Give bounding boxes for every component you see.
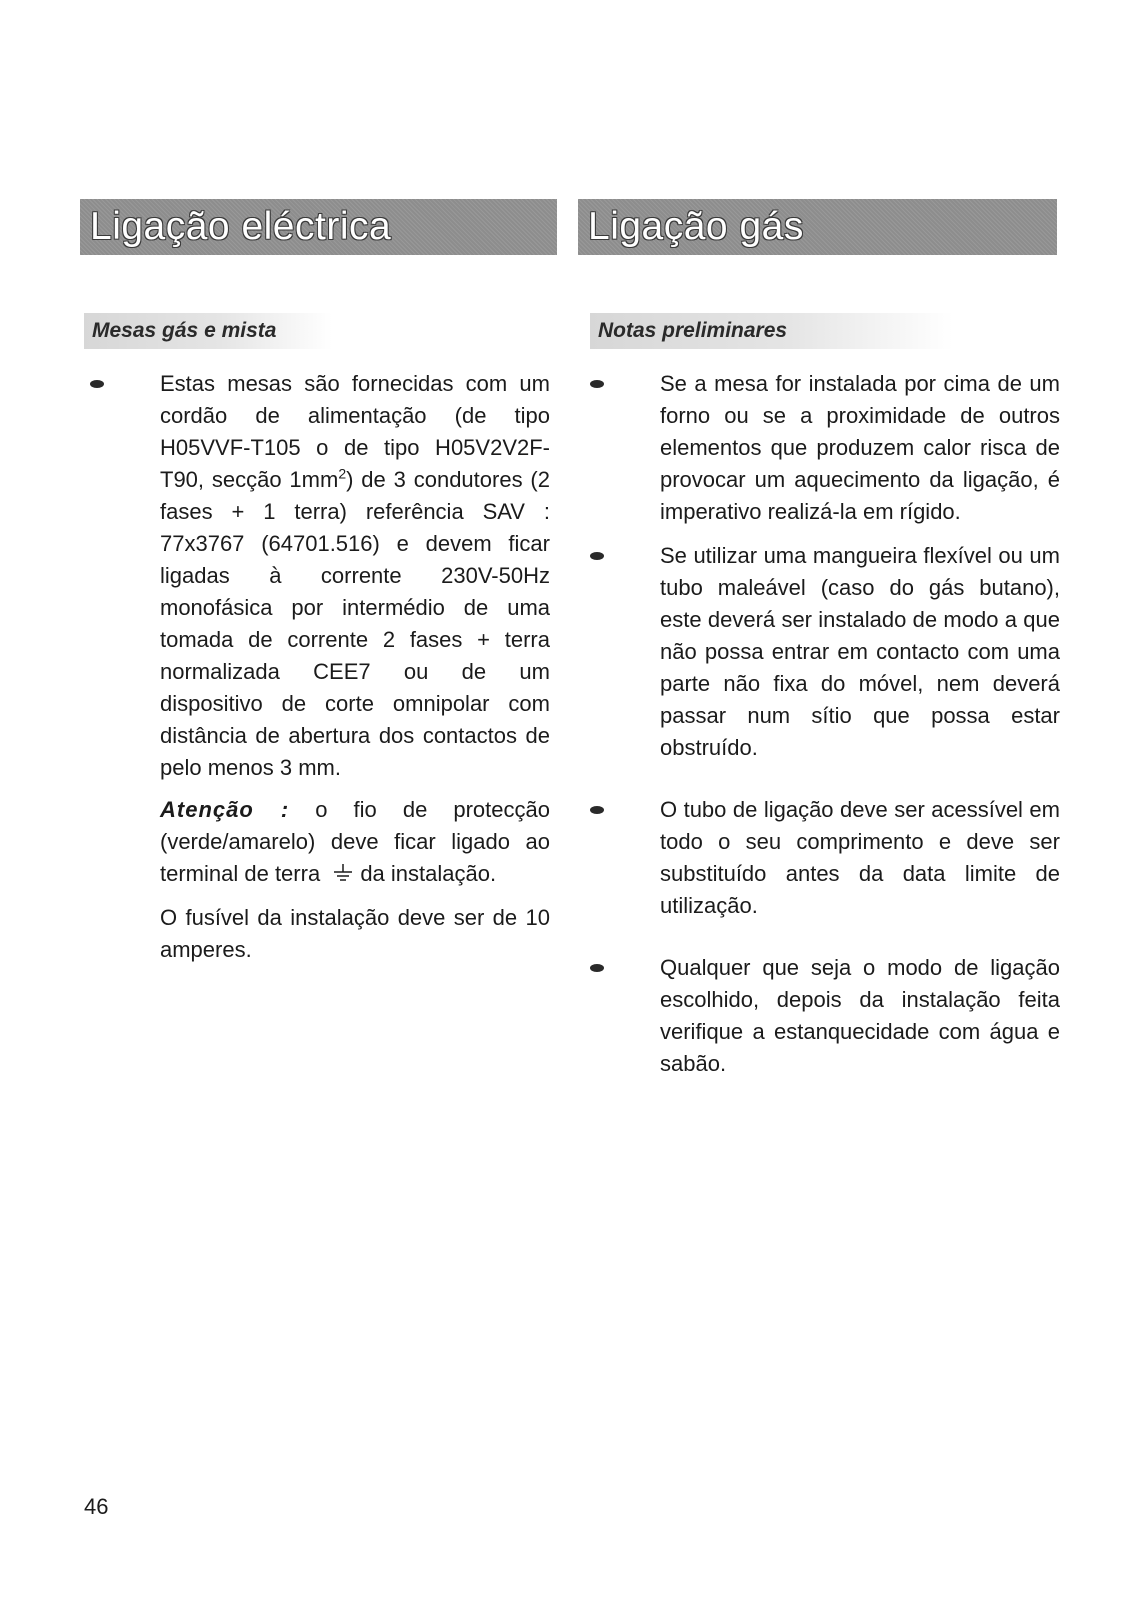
superscript: 2 — [338, 465, 347, 482]
electrical-column — [90, 368, 550, 966]
electrical-item-text-end: ) de 3 condutores (2 fases + 1 terra) referência SAV : 77x3767 (64701.516) e devem ficar ligadas à corrente 230V-50Hz monofásica por intermédio de uma tomada de corrente 2 fases + terra normalizada CEE7 ou de um dispositivo de corte omnipolar com distância de abertura dos contactos de pelo menos 3 mm. — [160, 467, 550, 780]
section-title-gas: Ligação gás — [588, 205, 804, 248]
attention-paragraph — [90, 794, 550, 892]
gas-list-item — [590, 794, 1060, 922]
subheading-electrical — [84, 313, 332, 349]
attention-text-end: da instalação. — [360, 861, 497, 886]
gas-item-text: Se a mesa for instalada por cima de um forno ou se a proximidade de outros elementos que produzem calor risca de provocar um aquecimento da ligação, é imperativo realizá-la em rígido. — [660, 371, 1060, 524]
bullet-icon — [590, 806, 604, 814]
bullet-icon — [590, 380, 604, 388]
gas-list-item — [590, 952, 1060, 1080]
fuse-paragraph — [90, 902, 550, 966]
gas-item-text: Se utilizar uma mangueira flexível ou um tubo maleável (caso do gás butano), este deverá ser instalado de modo a que não possa entrar em contacto com uma parte não fixa do móvel, nem deverá passar num sítio que possa estar obstruído. — [660, 543, 1060, 760]
page-number: 46 — [84, 1494, 109, 1519]
bullet-icon — [590, 964, 604, 972]
gas-list-item — [590, 540, 1060, 764]
gas-item-text: O tubo de ligação deve ser acessível em todo o seu comprimento e deve ser substituído antes da data limite de utilização. — [660, 797, 1060, 918]
bullet-icon — [90, 380, 104, 388]
gas-column — [590, 368, 1060, 1080]
header-banner-gas — [578, 199, 1057, 255]
header-banner-electrical — [80, 199, 557, 255]
subheading-gas-text: Notas preliminares — [598, 319, 788, 342]
subheading-electrical-text: Mesas gás e mista — [92, 319, 277, 342]
gas-list-item — [590, 368, 1060, 528]
section-title-electrical: Ligação eléctrica — [90, 205, 392, 248]
gas-item-text: Qualquer que seja o modo de ligação escolhido, depois da instalação feita verifique a estanquecidade com água e sabão. — [660, 955, 1060, 1076]
subheading-gas — [590, 313, 953, 349]
attention-label: Atenção : — [160, 797, 290, 822]
attention-text: o fio de protecção (verde/amarelo) deve ficar ligado ao terminal de terra — [160, 797, 550, 886]
electrical-list-item — [90, 368, 550, 784]
electrical-item-text-start: Estas mesas são fornecidas com um cordão de alimentação (de tipo H05VVF-T105 o de tipo H05V2V2F-T90, secção 1mm — [160, 371, 550, 492]
earth-ground-icon — [332, 860, 354, 892]
bullet-icon — [590, 552, 604, 560]
fuse-text: O fusível da instalação deve ser de 10 amperes. — [160, 905, 550, 962]
